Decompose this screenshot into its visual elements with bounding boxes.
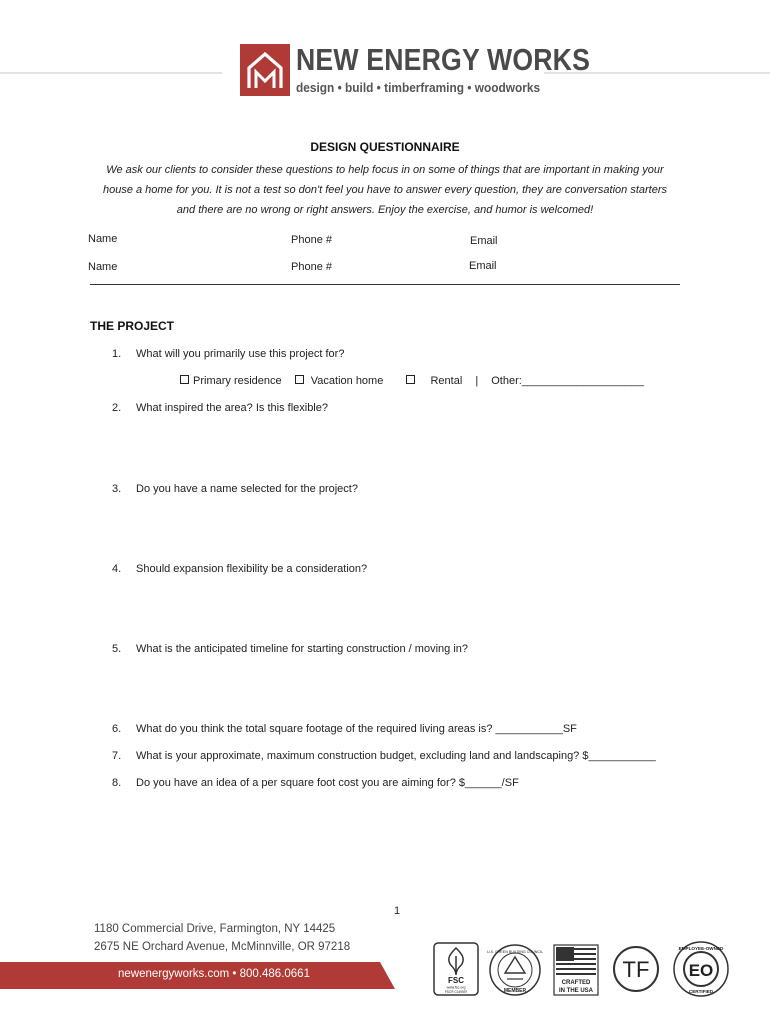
footer-address-or: 2675 NE Orchard Avenue, McMinnville, OR 97218 bbox=[94, 941, 351, 953]
company-tagline: design • build • timberframing • woodworks bbox=[296, 81, 541, 95]
usage-options bbox=[180, 375, 644, 387]
usgbc-member-badge-icon bbox=[487, 943, 543, 997]
option-rental[interactable] bbox=[406, 375, 462, 387]
eo-ring-bottom: CERTIFIED bbox=[688, 989, 714, 994]
option-separator: | bbox=[475, 375, 479, 387]
option-vacation-home[interactable] bbox=[295, 375, 384, 387]
question-text: Should expansion flexibility be a consideration? bbox=[136, 563, 368, 575]
option-other[interactable]: Other:____________________ bbox=[491, 375, 645, 387]
usgbc-ring-text: U.S. GREEN BUILDING COUNCIL bbox=[487, 950, 543, 954]
phone-label[interactable]: Phone # bbox=[291, 261, 332, 273]
question-text: What is your approximate, maximum construction budget, excluding land and landscaping? $___________ bbox=[136, 750, 656, 762]
section-divider bbox=[90, 284, 680, 285]
crafted-label: CRAFTED bbox=[561, 980, 591, 986]
question-number: 5. bbox=[112, 643, 122, 655]
question-number: 7. bbox=[112, 750, 122, 762]
fsc-badge-icon bbox=[433, 942, 479, 996]
question-number: 2. bbox=[112, 402, 122, 414]
eo-ring-top: EMPLOYEE-OWNED bbox=[678, 946, 724, 951]
header-rule-left bbox=[0, 72, 222, 74]
checkbox-icon[interactable] bbox=[406, 375, 415, 384]
question-number: 6. bbox=[112, 723, 122, 735]
email-label[interactable]: Email bbox=[469, 260, 497, 272]
page-number: 1 bbox=[394, 905, 401, 917]
footer-contact[interactable]: newenergyworks.com • 800.486.0661 bbox=[118, 968, 310, 980]
fsc-code: FSC® C149597 bbox=[444, 990, 468, 994]
question-number: 3. bbox=[112, 483, 122, 495]
company-logo bbox=[240, 42, 591, 96]
intro-line: house a home for you. It is not a test so don't feel you have to answer every question, they are conversation starters bbox=[102, 184, 668, 196]
question-text: What is the anticipated timeline for starting construction / moving in? bbox=[136, 643, 468, 655]
usgbc-member-label: MEMBER bbox=[503, 988, 527, 994]
name-label[interactable]: Name bbox=[88, 233, 118, 245]
question-text: Do you have a name selected for the project? bbox=[136, 483, 358, 495]
eo-mark: EO bbox=[688, 961, 714, 980]
fsc-label: FSC bbox=[448, 976, 464, 985]
house-logo-icon bbox=[240, 44, 290, 96]
checkbox-icon[interactable] bbox=[180, 375, 189, 384]
fsc-site: www.fsc.org bbox=[446, 985, 466, 990]
crafted-in-usa-badge-icon bbox=[553, 944, 599, 996]
intro-paragraph bbox=[80, 160, 690, 220]
tf-mark: TF bbox=[622, 957, 650, 982]
phone-label[interactable]: Phone # bbox=[291, 234, 332, 246]
option-label: Rental bbox=[430, 375, 463, 387]
intro-line: We ask our clients to consider these questions to help focus in on some of things that are important in making your bbox=[106, 164, 664, 176]
question-number: 4. bbox=[112, 563, 122, 575]
question-text: Do you have an idea of a per square foot cost you are aiming for? $______/SF bbox=[136, 777, 519, 789]
question-number: 1. bbox=[112, 348, 122, 360]
page-title: DESIGN QUESTIONNAIRE bbox=[310, 140, 460, 154]
question-number: 8. bbox=[112, 777, 122, 789]
question-text: What inspired the area? Is this flexible? bbox=[136, 402, 328, 414]
question-text: What will you primarily use this project for? bbox=[136, 348, 345, 360]
checkbox-icon[interactable] bbox=[295, 375, 304, 384]
option-primary-residence[interactable] bbox=[180, 375, 282, 387]
option-label: Primary residence bbox=[193, 375, 282, 387]
employee-owned-badge-icon bbox=[672, 940, 730, 998]
footer-address-ny: 1180 Commercial Drive, Farmington, NY 14425 bbox=[94, 923, 336, 935]
section-title: THE PROJECT bbox=[90, 319, 175, 333]
company-name: NEW ENERGY WORKS bbox=[296, 42, 591, 77]
email-label[interactable]: Email bbox=[470, 235, 498, 247]
in-the-usa-label: IN THE USA bbox=[558, 988, 594, 994]
timber-frame-guild-badge-icon bbox=[611, 944, 661, 994]
option-label: Vacation home bbox=[310, 375, 384, 387]
question-text: What do you think the total square footage of the required living areas is? ___________SF bbox=[136, 723, 577, 735]
name-label[interactable]: Name bbox=[88, 261, 118, 273]
intro-line: and there are no wrong or right answers. Enjoy the exercise, and humor is welcomed! bbox=[176, 204, 594, 216]
